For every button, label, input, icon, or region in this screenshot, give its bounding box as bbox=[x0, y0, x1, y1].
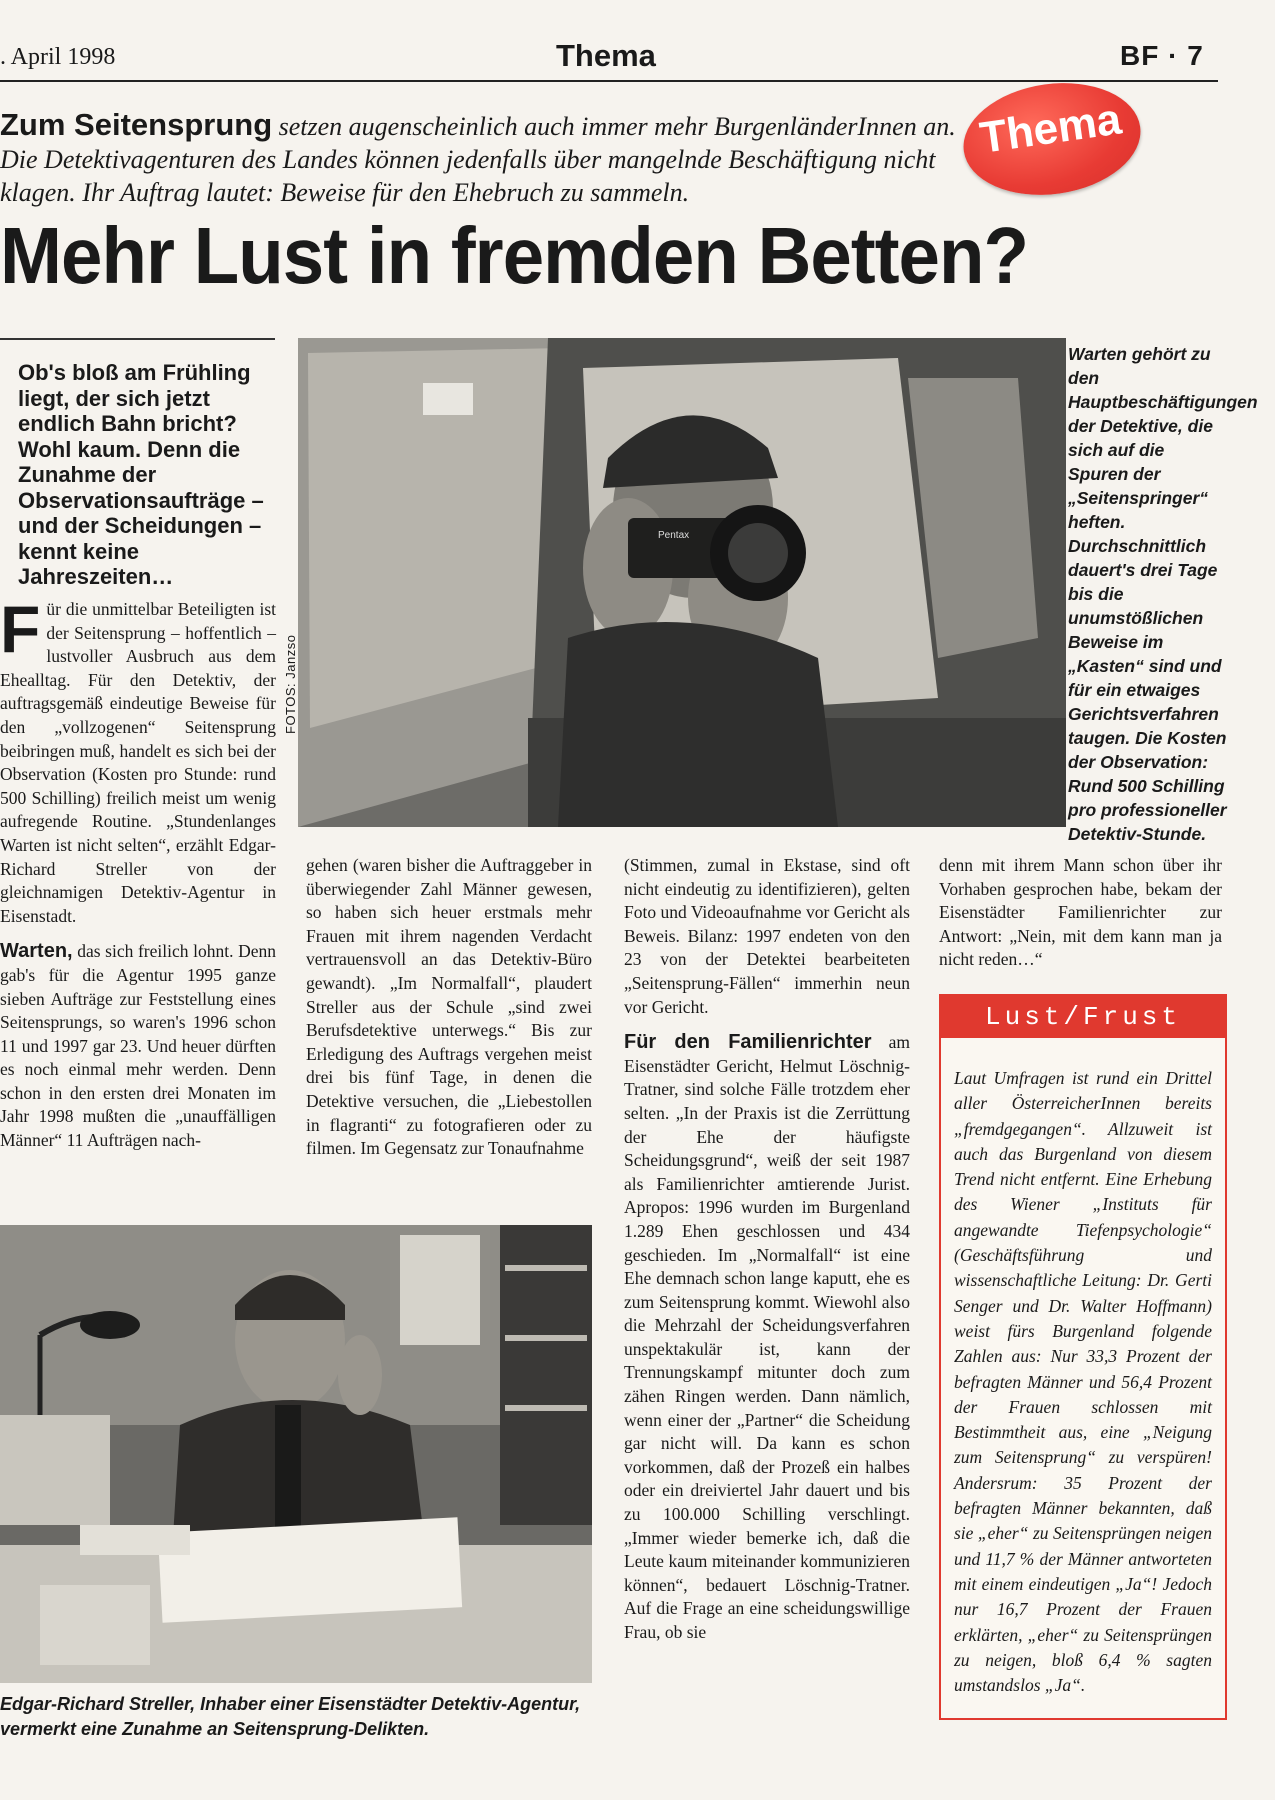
deck-text: setzen augenscheinlich auch immer mehr BurgenländerInnen an. Die Detektivagenturen des Landes können jedenfalls über mangelnde Beschäftigung nicht klagen. Ihr Auftrag lautet: Beweise für den Ehebruch zu sammeln. bbox=[0, 112, 956, 207]
man-at-desk-illustration bbox=[0, 1225, 592, 1683]
column-4-paragraph-1: denn mit ihrem Mann schon über ihr Vorhaben gesprochen habe, bekam der Eisenstädter Familienrichter zur Antwort: „Nein, mit dem kann man ja nicht reden…“ bbox=[939, 855, 1222, 970]
drop-cap: F bbox=[0, 592, 41, 666]
column-2-paragraph-1: gehen (waren bisher die Auftraggeber in überwiegender Zahl Männer gewesen, so haben sich heuer erstmals mehr Frauen mit ihrem nagenden Verdacht vertrauensvoll an das Detektiv-Büro gewandt). „Im Normalfall“, plaudert Streller aus der Schule „sind zwei Berufsdetektive unterwegs.“ Bis zur Erledigung des Auftrags vergehen meist drei bis fünf Tage, in denen die Detektive versuchen, die „Liebestollen in flagranti“ zu fotografieren oder zu filmen. Im Gegensatz zur Tonaufnahme bbox=[306, 855, 592, 1159]
header-rule bbox=[0, 80, 1218, 82]
run-in-warten: Warten, bbox=[0, 940, 73, 963]
photo-bottom-caption: Edgar-Richard Streller, Inhaber einer Eisenstädter Detektiv-Agentur, vermerkt eine Zunahme an Seitensprung-Delikten. bbox=[0, 1694, 581, 1739]
article-column-4 bbox=[939, 854, 1222, 972]
photo-credit: FOTOS: Janzso bbox=[283, 634, 298, 734]
office-photo bbox=[0, 1225, 592, 1683]
lust-frust-text: Laut Umfragen ist rund ein Drittel aller ÖsterreicherInnen bereits „fremdgegangen“. Allzuweit ist auch das Burgenland von diesem Trend nicht entfernt. Eine Erhebung des Wiener „Instituts für angewandte Tiefenpsychologie“ (Geschäftsführung und wissenschaftliche Leitung: Dr. Gerti Senger und Dr. Walter Hoffmann) weist fürs Burgenland folgende Zahlen aus: Nur 33,3 Prozent der befragten Männer und 56,4 Prozent der Frauen schlossen mit Bestimmtheit aus, eine „Neigung zum Seitensprung“ zu verspüren! Andersrum: 35 Prozent der befragten Männer bekannten, daß sie „eher“ zu Seitensprüngen neigen und 11,7 % der Männer antworteten mit einem eindeutigen „Ja“! Jedoch nur 16,7 Prozent der Frauen erklärten, „eher“ zu Seitensprüngen zu neigen, bloß 6,4 % sagten umstandslos „Ja“. bbox=[954, 1068, 1212, 1696]
article-column-3 bbox=[624, 854, 910, 1645]
thema-badge bbox=[956, 72, 1148, 206]
run-in-familienrichter: Für den Familienrichter bbox=[624, 1031, 872, 1054]
column-3-paragraph-1: (Stimmen, zumal in Ekstase, sind oft nicht eindeutig zu identifizieren), gelten Foto und Videoaufnahme vor Gericht als Beweis. Bilanz: 1997 endeten von den 23 von der Detektei bearbeiteten „Seitensprung-Fällen“ immerhin neun vor Gericht. bbox=[624, 855, 910, 1017]
column-1-paragraph-2: das sich freilich lohnt. Denn gab's für die Agentur 1995 ganze sieben Aufträge zur Feststellung eines Seitensprungs, so waren's 1996 schon 11 und 1997 gar 23. Und heuer dürften es noch einmal mehr werden. Denn schon in den ersten drei Monaten im Jahr 1998 mußten die „unauffälligen Männer“ 11 Aufträgen nach- bbox=[0, 941, 276, 1151]
detective-with-camera-illustration bbox=[298, 338, 1066, 827]
camera-brand-label: Pentax bbox=[658, 530, 690, 541]
column-3-paragraph-2: am Eisenstädter Gericht, Helmut Löschnig-Tratner, sind solche Fälle trotzdem eher selten. „In der Praxis ist die Zerrüttung der Ehe der häufigste Scheidungsgrund“, weiß der seit 1987 als Familienrichter amtierende Jurist. Apropos: 1996 wurden im Burgenland 1.289 Ehen geschlossen und 434 geschieden. Im „Normalfall“ ist eine Ehe demnach schon lange kaputt, ehe es zum Seitensprung kommt. Wiewohl also die Mehrzahl der Scheidungsverfahren unspektakulär ist, kann der Trennungskampf mitunter doch zum zähen Ringen werden. Dann nämlich, wenn einer der „Partner“ die Scheidung gar nicht will. Da kann es schon vorkommen, daß der Prozeß ein halbes oder ein dreiviertel Jahr dauert und bis zu 100.000 Schilling verschlingt. „Immer wieder bemerke ich, daß die Leute kaum miteinander kommunizieren können“, bedauert Löschnig-Tratner. Auf die Frage an eine scheidungswillige Frau, ob sie bbox=[624, 1032, 910, 1642]
article-column-1 bbox=[0, 592, 276, 1153]
thema-badge-label: Thema bbox=[976, 94, 1125, 163]
lead-paragraph: Ob's bloß am Frühling liegt, der sich jetzt endlich Bahn bricht? Wohl kaum. Denn die Zunahme der Observationsaufträge – und der Scheidungen – kennt keine Jahreszeiten… bbox=[18, 360, 264, 589]
lust-frust-box bbox=[939, 994, 1227, 1720]
article-column-2 bbox=[306, 854, 592, 1161]
detective-photo bbox=[298, 338, 1066, 827]
lead-rule bbox=[0, 338, 275, 340]
deck bbox=[0, 108, 965, 209]
page-number: BF · 7 bbox=[1120, 40, 1204, 71]
section-title: Thema bbox=[556, 38, 656, 73]
lust-frust-title: Lust/Frust bbox=[941, 996, 1225, 1038]
deck-kicker: Zum Seitensprung bbox=[0, 107, 273, 142]
headline: Mehr Lust in fremden Betten? bbox=[0, 211, 1029, 300]
issue-date: . April 1998 bbox=[0, 44, 116, 70]
photo-top-caption: Warten gehört zu den Hauptbeschäftigungen der Detektive, die sich auf die Spuren der „Seitenspringer“ heften. Durchschnittlich dauert's drei Tage bis die unumstößlichen Beweise im „Kasten“ sind und für ein etwaiges Gerichtsverfahren taugen. Die Kosten der Observation: Rund 500 Schilling pro professioneller Detektiv-Stunde. bbox=[1068, 344, 1258, 844]
column-1-paragraph-1: ür die unmittelbar Beteiligten ist der Seitensprung – hoffentlich – lustvoller Ausbruch aus dem Ehealltag. Für den Detektiv, der auftragsgemäß eindeutige Beweise für den „vollzogenen“ Seitensprung beibringen muß, handelt es sich bei der Observation (Kosten pro Stunde: rund 500 Schilling) freilich meist um wenig aufregende Routine. „Stundenlanges Warten ist nicht selten“, erzählt Edgar-Richard Streller von der gleichnamigen Detektiv-Agentur in Eisenstadt. bbox=[0, 599, 276, 926]
